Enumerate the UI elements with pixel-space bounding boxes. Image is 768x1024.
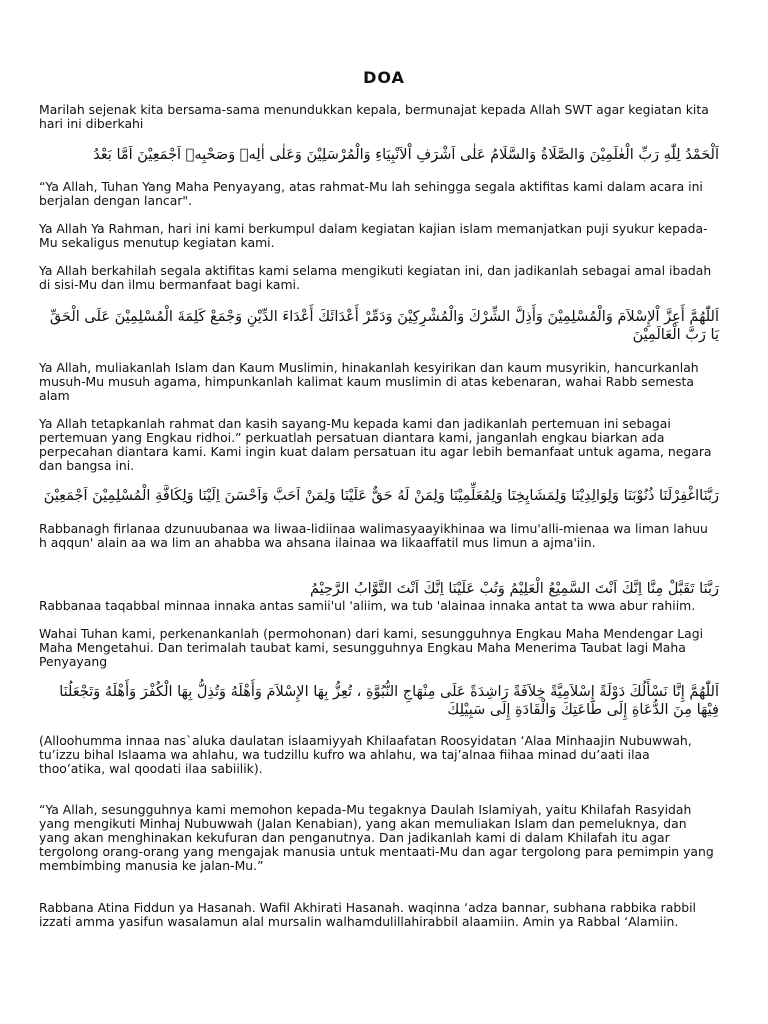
paragraph-ya-rahman: Ya Allah Ya Rahman, hari ini kami berkumpul dalam kegiatan kajian islam memanjatkan puji syukur kepada-Mu sekaligus menutup kegiatan kami.: [39, 221, 708, 250]
document-title: DOA: [363, 68, 405, 87]
transliteration-rabbanagh-firlanaa: Rabbanagh firlanaa dzunuubanaa wa liwaa-lidiinaa walimasyaayikhinaa wa limu'alli-mienaa wa liman lahuu h aqqun' alain aa wa lim an ahabba wa ahsana ilainaa wa likaaffatil mus limun a ajma'iin.: [39, 521, 708, 550]
paragraph-closing: Rabbana Atina Fiddun ya Hasanah. Wafil Akhirati Hasanah. waqinna ‘adza bannar, subhana rabbika rabbil izzati amma yasifun wasalamun alal mursalin walhamdulillahirabbil alaamiin. Amin ya Rabbal ‘Alamiin.: [39, 900, 696, 929]
intro-paragraph: Marilah sejenak kita bersama-sama menundukkan kepala, bermunajat kepada Allah SWT agar kegiatan kita hari ini diberkahi: [39, 102, 709, 131]
paragraph-muliakanlah: Ya Allah, muliakanlah Islam dan Kaum Muslimin, hinakanlah kesyirikan dan kaum musyrikin, hancurkanlah musuh-Mu musuh agama, himpunkanlah kalimat kaum muslimin di atas kebenaran, wahai Rabb semesta alam: [39, 360, 699, 403]
paragraph-berkahilah: Ya Allah berkahilah segala aktifitas kami selama mengikuti kegiatan ini, dan jadikanlah sebagai amal ibadah di sisi-Mu dan ilmu bermanfaat bagi kami.: [39, 263, 712, 292]
paragraph-daulah-islamiyah: “Ya Allah, sesungguhnya kami memohon kepada-Mu tegaknya Daulah Islamiyah, yaitu Khilafah Rasyidah yang mengikuti Minhaj Nubuwwah (Jalan Kenabian), yang akan memuliakan Islam dan pemeluknya, dan yang akan menghinakan kekufuran dan penganutnya. Dan jadikanlah kami di dalam Khilafah itu agar tergolong orang-orang yang mengajak manusia untuk mentaati-Mu dan agar tergolong para pemimpin yang membimbing manusia ke jalan-Mu.”: [39, 802, 714, 873]
paragraph-rahmat: “Ya Allah, Tuhan Yang Maha Penyayang, atas rahmat-Mu lah sehingga segala aktifitas kami dalam acara ini berjalan dengan lancar".: [39, 179, 703, 208]
arabic-rabbanagh-firlana: رَبَّنَااغْفِرْلَنَا ذُنُوْبَنَا وَلِوَالِدِيْنَا وَلِمَشَايِخِنَا وَلِمُعَلِّمِيْنَا وَلِمَنْ لَهُ حَقٌّ عَلَيْنَا وَلِمَنْ اَحَبَّ وَاَحْسَنَ اِلَيْنَا وَلِكَافَّةِ الْمُسْلِمِيْنَ اَجْمَعِيْنَ: [43, 488, 719, 504]
arabic-izzul-islam: اَللّٰهُمَّ أَعِزَّ اْلإِسْلاَمَ وَالْمُسْلِمِيْنَ وَأَذِلَّ الشِّرْكَ وَالْمُشْرِكِيْنَ وَدَمِّرْ أَعْدَائَكَ أَعْدَاءَ الدِّيْنِ وَجْمَعْ كَلِمَةَ الْمُسْلِمِيْنَ عَلَى الْحَقِّ يَا رَبَّ الْعَالَمِيْنَ: [49, 309, 719, 343]
transliteration-rabbanaa-taqabbal: Rabbanaa taqabbal minnaa innaka antas samii'ul 'aliim, wa tub 'alainaa innaka antat ta wwa abur rahiim.: [39, 598, 696, 613]
arabic-daulah-islamiyah: اَللّٰهُمَّ إِنَّا نَسْأَلُكَ دَوْلَةً إِسْلاَمِيَّةً خِلاَفَةً رَاشِدَةً عَلَى مِنْهَاجِ النُّبُوَّةِ ، تُعِزُّ بِهَا الإِسْلاَمَ وَأَهْلَهُ وَتُذِلُّ بِهَا الْكُفْرَ وَأَهْلَهُ وَتَجْعَلُنَا فِيْهَا مِنَ الدُّعَاةِ إِلَى طَاعَتِكَ وَالْقَادَةِ إِلَى سَبِيْلِكَ: [59, 684, 719, 718]
transliteration-alloohumma: (Alloohumma innaa nas`aluka daulatan islaamiyyah Khilaafatan Roosyidatan ‘Alaa Minhaajin Nubuwwah, tu’izzu bihal Islaama wa ahlahu, wa tudzillu kufro wa ahlahu, wa taj’alnaa fiihaa minad du’aati ilaa thoo’atika, wal qoodati ilaa sabiilik).: [39, 733, 692, 776]
paragraph-wahai-tuhan: Wahai Tuhan kami, perkenankanlah (permohonan) dari kami, sesungguhnya Engkau Maha Mendengar Lagi Maha Mengetahui. Dan terimalah taubat kami, sesungguhnya Engkau Maha Menerima Taubat lagi Maha Penyayang: [39, 626, 704, 669]
arabic-rabbana-taqabbal: رَبَّنَا تَقَبَّلْ مِنَّا اِنَّكَ اَنْتَ السَّمِيْعُ الْعَلِيْمُ وَتُبْ عَلَيْنَا اِنَّكَ اَنْتَ التَّوَّابُ الرَّحِيْمُ: [309, 581, 719, 597]
paragraph-tetapkanlah: Ya Allah tetapkanlah rahmat dan kasih sayang-Mu kepada kami dan jadikanlah pertemuan ini sebagai pertemuan yang Engkau ridhoi.” perkuatlah persatuan diantara kami, janganlah engkau biarkan ada perpecahan diantara kami. Kami ingin kuat dalam persatuan itu agar lebih bemanfaat untuk agama, negara dan bangsa ini.: [39, 416, 712, 473]
arabic-opening-line: اَلْحَمْدُ لِلّٰهِ رَبِّ الْعٰلَمِيْنَ وَالصَّلَاةُ وَالسَّلَامُ عَلٰى اَشْرَفِ اْلاَنْبِيَاءِ وَالْمُرْسَلِيْنَ وَعَلٰى اٰلِهٖ وَصَحْبِهٖ اَجْمَعِيْنَ اَمَّا بَعْدُ: [93, 147, 719, 163]
